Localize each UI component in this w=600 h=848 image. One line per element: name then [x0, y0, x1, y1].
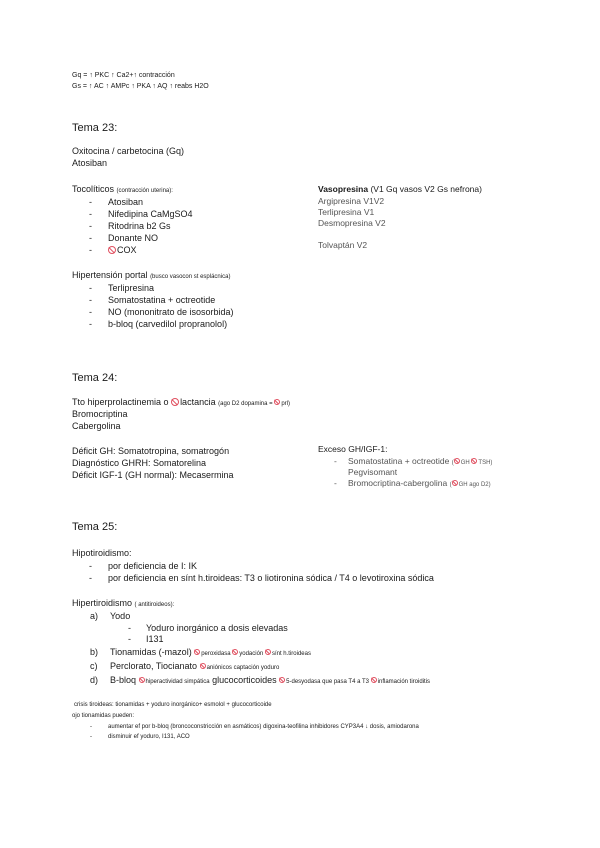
yoduro-label: Yoduro inorgánico a dosis elevadas [146, 623, 288, 633]
gh-note: GH [460, 460, 470, 466]
hiper-item-c [90, 661, 279, 671]
hipertension-portal-heading [72, 270, 230, 280]
ojo-line: ojo tionamidas pueden: [72, 713, 135, 719]
bromocriptina-line: Bromocriptina [72, 409, 128, 419]
inflamacion-note: inflamación tiroiditis [377, 679, 431, 685]
vasopresina-label: Vasopresina [318, 184, 369, 194]
glucocorticoides-label: glucocorticoides [212, 675, 277, 685]
hiper-item-b [90, 647, 311, 657]
yodacion-note: yodación [239, 651, 264, 657]
prohibited-icon [171, 398, 179, 406]
prohibited-icon [232, 649, 238, 655]
ojo-item-1: - aumentar ef por b-bloq (broncoconstricción en asmáticos) digoxina-teofilina inhibidores CYP3A4 ↓ dosis, amiodarona [90, 724, 419, 730]
prohibited-icon [274, 399, 280, 405]
anionicos-note: aniónicos captación yoduro [206, 665, 280, 671]
list-item: - Nifedipina CaMgSO4 [72, 208, 272, 220]
peroxidasa-note: peroxidasa [201, 651, 231, 657]
argipresina-line: Argipresina V1V2 [318, 196, 385, 206]
hipotiroidismo-list [72, 560, 532, 584]
exceso-item-1: - Somatostatina + octreotide ( GH TSH) [334, 456, 493, 466]
tionamidas-label: Tionamidas (-mazol) [110, 647, 192, 657]
list-item: - b-bloq (carvedilol propranolol) [72, 318, 332, 330]
tolvaptan-line: Tolvaptán V2 [318, 240, 368, 250]
hiperprolactinemia-line [72, 397, 290, 407]
list-item: - Donante NO [72, 232, 272, 244]
prohibited-icon [139, 677, 145, 683]
prohibited-icon [371, 677, 377, 683]
hiperactividad-note: hiperactividad simpática [145, 679, 210, 685]
prohibited-icon [108, 246, 116, 254]
hp-list [72, 282, 332, 330]
exceso-item-3: - Bromocriptina-cabergolina ( GH ago D2) [334, 478, 491, 488]
tema-24-title: Tema 24: [72, 372, 118, 384]
disminuir-label: disminuir ef yoduro, I131, ACO [108, 734, 190, 740]
desmopresina-line: Desmopresina V2 [318, 218, 386, 228]
cox-label: COX [117, 245, 137, 255]
bromo-note: ( GH ago D2) [449, 482, 491, 488]
list-item [72, 244, 272, 256]
tocoliticos-note: (contracción uterina): [116, 188, 173, 194]
prohibited-icon [194, 649, 200, 655]
hiper-label: Hipertiroidismo [72, 598, 133, 608]
terlipresina-line: Terlipresina V1 [318, 207, 375, 217]
vasopresina-note: (V1 Gq vasos V2 Gs nefrona) [370, 184, 482, 194]
hp-label: Hipertensión portal [72, 270, 148, 280]
deficit-gh-line: Déficit GH: Somatotropina, somatrogón [72, 446, 230, 456]
tocoliticos-heading [72, 184, 173, 194]
dopamina-note-b: prl) [281, 401, 290, 407]
hiper-item-d [90, 675, 430, 685]
dopamina-note [218, 401, 290, 407]
list-item: - Atosiban [72, 196, 272, 208]
perclorato-note [200, 665, 280, 671]
deficit-igf-line: Déficit IGF-1 (GH normal): Mecasermina [72, 470, 234, 480]
list-item: - Somatostatina + octreotide [72, 294, 332, 306]
prohibited-icon [200, 663, 206, 669]
somatostatina-label: Somatostatina + octreotide [348, 456, 450, 466]
sintesis-note: sínt h.tiroideas [271, 651, 311, 657]
somatostatina-note: ( GH TSH) [451, 460, 493, 466]
marker-a: a) [90, 611, 99, 621]
marker-c: c) [90, 661, 98, 671]
list-item: - NO (mononitrato de isosorbida) [72, 306, 332, 318]
bbloq-label: B-bloq [110, 675, 137, 685]
tocoliticos-list [72, 196, 272, 256]
bbloq-note [139, 679, 210, 685]
pegvisomant-line: Pegvisomant [348, 467, 398, 477]
glucocorticoides-notes [279, 679, 430, 685]
bromocriptina-cabergolina-label: Bromocriptina-cabergolina [348, 478, 448, 488]
aumentar-label: aumentar ef por b-bloq (broncoconstricción en asmáticos) digoxina-teofilina inhibidores CYP3A4 ↓ dosis, amiodarona [108, 724, 419, 730]
marker-b: b) [90, 647, 99, 657]
list-item: - por deficiencia de I: IK [72, 560, 532, 572]
tionamidas-notes [194, 651, 311, 657]
list-item: - Terlipresina [72, 282, 332, 294]
tema-23-title: Tema 23: [72, 122, 118, 134]
list-item: - por deficiencia en sínt h.tiroideas: T3 o liotironina sódica / T4 o levotiroxina sódica [72, 572, 532, 584]
atosiban-line: Atosiban [72, 158, 108, 168]
desyodasa-note: 5-desyodasa que pasa T4 a T3 [286, 679, 369, 685]
tocoliticos-label: Tocolíticos [72, 184, 115, 194]
vasopresina-heading [318, 184, 482, 194]
perclorato-label: Perclorato, Tiocianato [110, 661, 198, 671]
tema-25-title: Tema 25: [72, 521, 118, 533]
lactancia-label: lactancia [180, 397, 216, 407]
ojo-item-2: - disminuir ef yoduro, I131, ACO [90, 734, 190, 740]
dopamina-note-a: (ago D2 dopamina = [218, 401, 275, 407]
prohibited-icon [471, 458, 477, 464]
hipotiroidismo-heading: Hipotiroidismo: [72, 548, 132, 558]
i131-label: I131 [146, 634, 164, 644]
marker-d: d) [90, 675, 99, 685]
tsh-note: TSH [478, 460, 491, 466]
diagnostico-ghrh-line: Diagnóstico GHRH: Somatorelina [72, 458, 207, 468]
crisis-line: crisis tiroideas: tionamidas + yoduro inorgánico+ esmolol + glucocorticoide [74, 702, 272, 708]
hiper-note: ( antitiroideos): [134, 602, 175, 608]
oxitocina-line: Oxitocina / carbetocina (Gq) [72, 146, 185, 156]
prohibited-icon [454, 458, 460, 464]
prohibited-icon [452, 480, 458, 486]
gs-line: Gs = ↑ AC ↑ AMPc ↑ PKA ↑ AQ ↑ reabs H2O [72, 83, 209, 90]
yodo-label: Yodo [110, 611, 131, 621]
gq-line: Gq = ↑ PKC ↑ Ca2+↑ contracción [72, 72, 175, 79]
list-item: - Ritodrina b2 Gs [72, 220, 272, 232]
hp-note: (busco vasocon st esplácnica) [150, 274, 231, 280]
tto-label: Tto hiperprolactinemia o [72, 397, 172, 407]
cabergolina-line: Cabergolina [72, 421, 121, 431]
bromo-note-text: GH ago D2 [458, 482, 489, 488]
hipertiroidismo-heading [72, 598, 174, 608]
yoduro-line: - Yoduro inorgánico a dosis elevadas [128, 623, 288, 633]
prohibited-icon [265, 649, 271, 655]
hiper-item-a [90, 611, 130, 621]
exceso-gh-title: Exceso GH/IGF-1: [318, 444, 388, 454]
prohibited-icon [279, 677, 285, 683]
i131-line: - I131 [128, 634, 164, 644]
